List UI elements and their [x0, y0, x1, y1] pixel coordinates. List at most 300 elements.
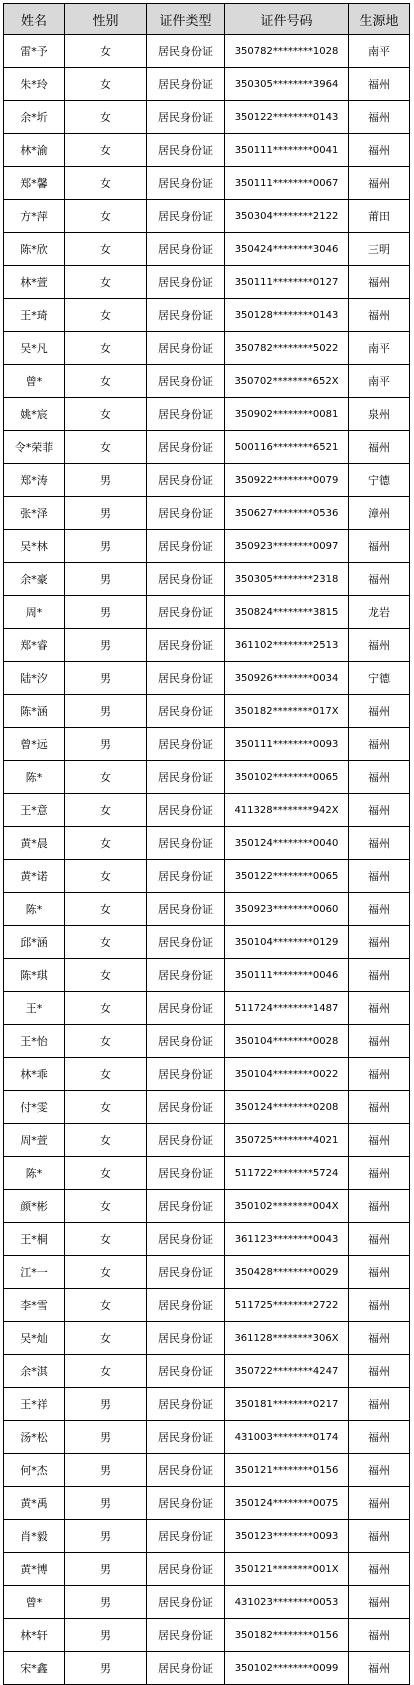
table-row — [4, 563, 410, 596]
origin-cell: 福州 — [349, 1652, 410, 1685]
table-row — [4, 1520, 410, 1553]
origin-cell: 福州 — [349, 1289, 410, 1322]
id-number-cell: 350702********652X — [225, 365, 349, 398]
gender-cell: 女 — [65, 827, 147, 860]
origin-cell: 福州 — [349, 1454, 410, 1487]
id-number-cell: 350104********0022 — [225, 1058, 349, 1091]
table-row — [4, 662, 410, 695]
name-cell: 颜*彬 — [4, 1190, 65, 1223]
origin-cell: 福州 — [349, 1256, 410, 1289]
gender-cell: 男 — [65, 1454, 147, 1487]
gender-cell: 女 — [65, 860, 147, 893]
table-row — [4, 167, 410, 200]
table-row — [4, 596, 410, 629]
gender-cell: 女 — [65, 1322, 147, 1355]
origin-cell: 南平 — [349, 35, 410, 68]
gender-cell: 女 — [65, 893, 147, 926]
name-cell: 陈*琪 — [4, 959, 65, 992]
gender-cell: 女 — [65, 1223, 147, 1256]
id-number-cell: 350102********0065 — [225, 761, 349, 794]
gender-cell: 女 — [65, 68, 147, 101]
id-type-cell: 居民身份证 — [147, 1619, 225, 1652]
id-type-cell: 居民身份证 — [147, 926, 225, 959]
origin-cell: 福州 — [349, 101, 410, 134]
origin-cell: 南平 — [349, 332, 410, 365]
origin-cell: 福州 — [349, 299, 410, 332]
name-cell: 朱*玲 — [4, 68, 65, 101]
id-type-cell: 居民身份证 — [147, 200, 225, 233]
header-gender: 性别 — [65, 4, 147, 35]
id-number-cell: 350627********0536 — [225, 497, 349, 530]
name-cell: 何*杰 — [4, 1454, 65, 1487]
name-cell: 令*荣菲 — [4, 431, 65, 464]
gender-cell: 男 — [65, 1652, 147, 1685]
gender-cell: 男 — [65, 1586, 147, 1619]
id-type-cell: 居民身份证 — [147, 530, 225, 563]
id-type-cell: 居民身份证 — [147, 398, 225, 431]
id-type-cell: 居民身份证 — [147, 827, 225, 860]
id-type-cell: 居民身份证 — [147, 563, 225, 596]
gender-cell: 女 — [65, 1058, 147, 1091]
origin-cell: 福州 — [349, 1388, 410, 1421]
origin-cell: 泉州 — [349, 398, 410, 431]
table-row — [4, 860, 410, 893]
id-number-cell: 350725********4021 — [225, 1124, 349, 1157]
table-row — [4, 431, 410, 464]
gender-cell: 男 — [65, 530, 147, 563]
table-row — [4, 497, 410, 530]
id-type-cell: 居民身份证 — [147, 1223, 225, 1256]
id-number-cell: 350123********0093 — [225, 1520, 349, 1553]
table-row — [4, 1421, 410, 1454]
gender-cell: 女 — [65, 431, 147, 464]
table-row — [4, 1487, 410, 1520]
id-type-cell: 居民身份证 — [147, 893, 225, 926]
table-row — [4, 794, 410, 827]
gender-cell: 女 — [65, 1124, 147, 1157]
id-type-cell: 居民身份证 — [147, 596, 225, 629]
id-number-cell: 350111********0093 — [225, 728, 349, 761]
gender-cell: 女 — [65, 101, 147, 134]
origin-cell: 宁德 — [349, 662, 410, 695]
table-row — [4, 398, 410, 431]
table-row — [4, 1388, 410, 1421]
name-cell: 李*雪 — [4, 1289, 65, 1322]
name-cell: 黄*晨 — [4, 827, 65, 860]
id-number-cell: 350104********0129 — [225, 926, 349, 959]
origin-cell: 漳州 — [349, 497, 410, 530]
origin-cell: 福州 — [349, 1421, 410, 1454]
table-row — [4, 200, 410, 233]
gender-cell: 男 — [65, 1553, 147, 1586]
table-row — [4, 1586, 410, 1619]
gender-cell: 女 — [65, 266, 147, 299]
origin-cell: 福州 — [349, 134, 410, 167]
name-cell: 周*萱 — [4, 1124, 65, 1157]
name-cell: 付*雯 — [4, 1091, 65, 1124]
header-id-type: 证件类型 — [147, 4, 225, 35]
table-row — [4, 464, 410, 497]
name-cell: 曾* — [4, 1586, 65, 1619]
id-number-cell: 350121********0156 — [225, 1454, 349, 1487]
id-number-cell: 350304********2122 — [225, 200, 349, 233]
id-number-cell: 511722********5724 — [225, 1157, 349, 1190]
table-row — [4, 1091, 410, 1124]
id-type-cell: 居民身份证 — [147, 1388, 225, 1421]
id-type-cell: 居民身份证 — [147, 1652, 225, 1685]
origin-cell: 福州 — [349, 1520, 410, 1553]
origin-cell: 福州 — [349, 629, 410, 662]
id-number-cell: 361123********0043 — [225, 1223, 349, 1256]
name-cell: 王*意 — [4, 794, 65, 827]
table-row — [4, 332, 410, 365]
gender-cell: 女 — [65, 299, 147, 332]
id-type-cell: 居民身份证 — [147, 1586, 225, 1619]
gender-cell: 女 — [65, 1025, 147, 1058]
id-type-cell: 居民身份证 — [147, 101, 225, 134]
gender-cell: 女 — [65, 233, 147, 266]
table-row — [4, 695, 410, 728]
id-number-cell: 350926********0034 — [225, 662, 349, 695]
id-type-cell: 居民身份证 — [147, 167, 225, 200]
name-cell: 黄*诺 — [4, 860, 65, 893]
origin-cell: 福州 — [349, 1223, 410, 1256]
id-number-cell: 350424********3046 — [225, 233, 349, 266]
table-row — [4, 1190, 410, 1223]
table-row — [4, 1454, 410, 1487]
name-cell: 宋*鑫 — [4, 1652, 65, 1685]
table-row — [4, 629, 410, 662]
id-number-cell: 350782********1028 — [225, 35, 349, 68]
id-number-cell: 431023********0053 — [225, 1586, 349, 1619]
gender-cell: 男 — [65, 662, 147, 695]
name-cell: 方*萍 — [4, 200, 65, 233]
origin-cell: 宁德 — [349, 464, 410, 497]
table-row — [4, 1652, 410, 1685]
id-number-cell: 350102********0099 — [225, 1652, 349, 1685]
id-number-cell: 350181********0217 — [225, 1388, 349, 1421]
origin-cell: 福州 — [349, 1487, 410, 1520]
id-type-cell: 居民身份证 — [147, 860, 225, 893]
id-type-cell: 居民身份证 — [147, 233, 225, 266]
origin-cell: 福州 — [349, 1058, 410, 1091]
id-type-cell: 居民身份证 — [147, 1322, 225, 1355]
name-cell: 肖*毅 — [4, 1520, 65, 1553]
id-number-cell: 350182********0156 — [225, 1619, 349, 1652]
id-number-cell: 350122********0143 — [225, 101, 349, 134]
id-type-cell: 居民身份证 — [147, 35, 225, 68]
header-id-number: 证件号码 — [225, 4, 349, 35]
id-number-cell: 350104********0028 — [225, 1025, 349, 1058]
id-number-cell: 350124********0075 — [225, 1487, 349, 1520]
origin-cell: 福州 — [349, 1553, 410, 1586]
id-number-cell: 350124********0040 — [225, 827, 349, 860]
id-type-cell: 居民身份证 — [147, 794, 225, 827]
gender-cell: 男 — [65, 596, 147, 629]
name-cell: 郑*涛 — [4, 464, 65, 497]
origin-cell: 福州 — [349, 563, 410, 596]
id-number-cell: 350923********0097 — [225, 530, 349, 563]
header-name: 姓名 — [4, 4, 65, 35]
table-row — [4, 827, 410, 860]
origin-cell: 福州 — [349, 431, 410, 464]
name-cell: 王*祥 — [4, 1388, 65, 1421]
name-cell: 余*圻 — [4, 101, 65, 134]
name-cell: 陈*欣 — [4, 233, 65, 266]
name-cell: 吴*凡 — [4, 332, 65, 365]
table-row — [4, 1289, 410, 1322]
id-number-cell: 350111********0041 — [225, 134, 349, 167]
table-row — [4, 365, 410, 398]
gender-cell: 女 — [65, 1256, 147, 1289]
origin-cell: 福州 — [349, 893, 410, 926]
id-type-cell: 居民身份证 — [147, 1421, 225, 1454]
id-number-cell: 350922********0079 — [225, 464, 349, 497]
gender-cell: 女 — [65, 134, 147, 167]
origin-cell: 福州 — [349, 959, 410, 992]
gender-cell: 女 — [65, 1190, 147, 1223]
id-type-cell: 居民身份证 — [147, 365, 225, 398]
table-row — [4, 893, 410, 926]
table-row — [4, 266, 410, 299]
gender-cell: 男 — [65, 464, 147, 497]
origin-cell: 福州 — [349, 695, 410, 728]
id-type-cell: 居民身份证 — [147, 1553, 225, 1586]
id-number-cell: 350923********0060 — [225, 893, 349, 926]
header-origin: 生源地 — [349, 4, 410, 35]
id-number-cell: 350128********0143 — [225, 299, 349, 332]
gender-cell: 男 — [65, 728, 147, 761]
gender-cell: 女 — [65, 200, 147, 233]
id-number-cell: 350121********001X — [225, 1553, 349, 1586]
gender-cell: 男 — [65, 1388, 147, 1421]
gender-cell: 男 — [65, 497, 147, 530]
table-body — [4, 35, 410, 1685]
table-row — [4, 530, 410, 563]
id-type-cell: 居民身份证 — [147, 134, 225, 167]
table-row — [4, 1058, 410, 1091]
id-type-cell: 居民身份证 — [147, 1355, 225, 1388]
origin-cell: 龙岩 — [349, 596, 410, 629]
name-cell: 陈* — [4, 893, 65, 926]
origin-cell: 福州 — [349, 68, 410, 101]
id-number-cell: 350124********0208 — [225, 1091, 349, 1124]
name-cell: 郑*馨 — [4, 167, 65, 200]
id-type-cell: 居民身份证 — [147, 497, 225, 530]
origin-cell: 福州 — [349, 794, 410, 827]
origin-cell: 福州 — [349, 1124, 410, 1157]
name-cell: 张*泽 — [4, 497, 65, 530]
id-type-cell: 居民身份证 — [147, 992, 225, 1025]
name-cell: 邱*涵 — [4, 926, 65, 959]
id-number-cell: 350824********3815 — [225, 596, 349, 629]
table-row — [4, 233, 410, 266]
table-row — [4, 926, 410, 959]
origin-cell: 莆田 — [349, 200, 410, 233]
origin-cell: 福州 — [349, 167, 410, 200]
id-number-cell: 350102********004X — [225, 1190, 349, 1223]
name-cell: 吴*林 — [4, 530, 65, 563]
id-number-cell: 350782********5022 — [225, 332, 349, 365]
gender-cell: 男 — [65, 1619, 147, 1652]
table-row — [4, 1157, 410, 1190]
name-cell: 王*桐 — [4, 1223, 65, 1256]
id-type-cell: 居民身份证 — [147, 1157, 225, 1190]
gender-cell: 女 — [65, 35, 147, 68]
gender-cell: 女 — [65, 1289, 147, 1322]
id-type-cell: 居民身份证 — [147, 1190, 225, 1223]
id-number-cell: 350182********017X — [225, 695, 349, 728]
name-cell: 汤*松 — [4, 1421, 65, 1454]
id-type-cell: 居民身份证 — [147, 464, 225, 497]
origin-cell: 福州 — [349, 1091, 410, 1124]
id-number-cell: 350111********0127 — [225, 266, 349, 299]
gender-cell: 女 — [65, 794, 147, 827]
gender-cell: 女 — [65, 992, 147, 1025]
gender-cell: 男 — [65, 695, 147, 728]
name-cell: 林*乖 — [4, 1058, 65, 1091]
id-type-cell: 居民身份证 — [147, 761, 225, 794]
id-type-cell: 居民身份证 — [147, 1289, 225, 1322]
id-number-cell: 350122********0065 — [225, 860, 349, 893]
name-cell: 王*怡 — [4, 1025, 65, 1058]
name-cell: 姚*宸 — [4, 398, 65, 431]
gender-cell: 男 — [65, 629, 147, 662]
origin-cell: 福州 — [349, 926, 410, 959]
table-row — [4, 101, 410, 134]
id-type-cell: 居民身份证 — [147, 1520, 225, 1553]
id-number-cell: 350722********4247 — [225, 1355, 349, 1388]
id-number-cell: 511725********2722 — [225, 1289, 349, 1322]
name-cell: 周* — [4, 596, 65, 629]
gender-cell: 男 — [65, 563, 147, 596]
origin-cell: 福州 — [349, 1586, 410, 1619]
id-number-cell: 500116********6521 — [225, 431, 349, 464]
origin-cell: 福州 — [349, 728, 410, 761]
name-cell: 余*淇 — [4, 1355, 65, 1388]
name-cell: 陆*汐 — [4, 662, 65, 695]
id-type-cell: 居民身份证 — [147, 1256, 225, 1289]
id-number-cell: 350305********3964 — [225, 68, 349, 101]
id-type-cell: 居民身份证 — [147, 1091, 225, 1124]
table-row — [4, 134, 410, 167]
name-cell: 林*渝 — [4, 134, 65, 167]
id-type-cell: 居民身份证 — [147, 1124, 225, 1157]
table-row — [4, 992, 410, 1025]
origin-cell: 福州 — [349, 992, 410, 1025]
id-number-cell: 361128********306X — [225, 1322, 349, 1355]
id-number-cell: 511724********1487 — [225, 992, 349, 1025]
origin-cell: 福州 — [349, 1190, 410, 1223]
name-cell: 曾*远 — [4, 728, 65, 761]
name-cell: 黄*禹 — [4, 1487, 65, 1520]
id-type-cell: 居民身份证 — [147, 959, 225, 992]
gender-cell: 女 — [65, 398, 147, 431]
table-row — [4, 959, 410, 992]
gender-cell: 男 — [65, 1421, 147, 1454]
id-type-cell: 居民身份证 — [147, 1487, 225, 1520]
table-row — [4, 1223, 410, 1256]
table-row — [4, 68, 410, 101]
id-type-cell: 居民身份证 — [147, 266, 225, 299]
origin-cell: 福州 — [349, 827, 410, 860]
name-cell: 林*萱 — [4, 266, 65, 299]
spreadsheet — [3, 3, 410, 1685]
gender-cell: 男 — [65, 1487, 147, 1520]
table-row — [4, 1619, 410, 1652]
name-cell: 王* — [4, 992, 65, 1025]
id-type-cell: 居民身份证 — [147, 299, 225, 332]
gender-cell: 女 — [65, 1355, 147, 1388]
name-cell: 王*琦 — [4, 299, 65, 332]
name-cell: 黄*博 — [4, 1553, 65, 1586]
id-number-cell: 431003********0174 — [225, 1421, 349, 1454]
gender-cell: 女 — [65, 332, 147, 365]
gender-cell: 女 — [65, 167, 147, 200]
table-row — [4, 761, 410, 794]
origin-cell: 福州 — [349, 860, 410, 893]
name-cell: 江*一 — [4, 1256, 65, 1289]
table-row — [4, 1256, 410, 1289]
origin-cell: 福州 — [349, 530, 410, 563]
id-type-cell: 居民身份证 — [147, 629, 225, 662]
id-number-cell: 350428********0029 — [225, 1256, 349, 1289]
student-table — [3, 3, 410, 1685]
id-number-cell: 361102********2513 — [225, 629, 349, 662]
table-row — [4, 1025, 410, 1058]
id-type-cell: 居民身份证 — [147, 1058, 225, 1091]
name-cell: 林*轩 — [4, 1619, 65, 1652]
table-row — [4, 1322, 410, 1355]
name-cell: 陈* — [4, 1157, 65, 1190]
table-row — [4, 1553, 410, 1586]
gender-cell: 女 — [65, 365, 147, 398]
id-type-cell: 居民身份证 — [147, 1025, 225, 1058]
gender-cell: 女 — [65, 926, 147, 959]
name-cell: 余*豪 — [4, 563, 65, 596]
origin-cell: 福州 — [349, 1355, 410, 1388]
origin-cell: 福州 — [349, 1322, 410, 1355]
origin-cell: 南平 — [349, 365, 410, 398]
table-row — [4, 1355, 410, 1388]
id-number-cell: 350111********0046 — [225, 959, 349, 992]
id-type-cell: 居民身份证 — [147, 68, 225, 101]
gender-cell: 男 — [65, 1520, 147, 1553]
origin-cell: 福州 — [349, 1619, 410, 1652]
id-number-cell: 350111********0067 — [225, 167, 349, 200]
header-row — [4, 4, 410, 35]
gender-cell: 女 — [65, 1157, 147, 1190]
table-row — [4, 35, 410, 68]
gender-cell: 女 — [65, 1091, 147, 1124]
id-type-cell: 居民身份证 — [147, 1454, 225, 1487]
table-row — [4, 1124, 410, 1157]
name-cell: 曾* — [4, 365, 65, 398]
gender-cell: 女 — [65, 959, 147, 992]
origin-cell: 福州 — [349, 1157, 410, 1190]
name-cell: 吴*灿 — [4, 1322, 65, 1355]
id-type-cell: 居民身份证 — [147, 728, 225, 761]
id-type-cell: 居民身份证 — [147, 431, 225, 464]
origin-cell: 福州 — [349, 1025, 410, 1058]
origin-cell: 福州 — [349, 761, 410, 794]
id-number-cell: 350902********0081 — [225, 398, 349, 431]
id-number-cell: 411328********942X — [225, 794, 349, 827]
name-cell: 陈*涵 — [4, 695, 65, 728]
id-type-cell: 居民身份证 — [147, 332, 225, 365]
name-cell: 郑*睿 — [4, 629, 65, 662]
table-row — [4, 728, 410, 761]
